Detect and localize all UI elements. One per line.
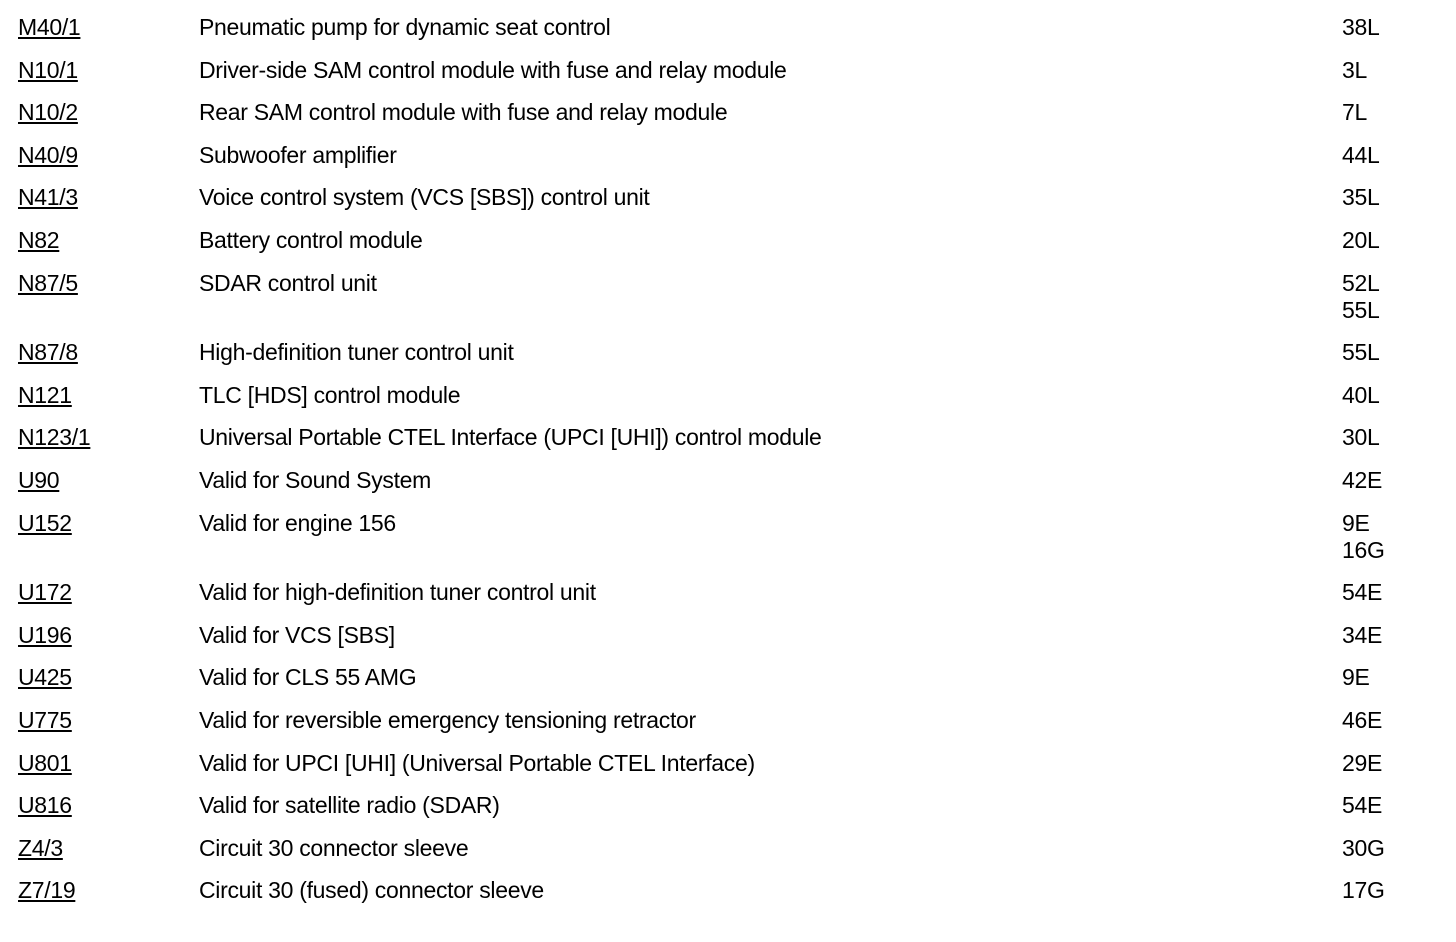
component-code-link[interactable]: U775: [18, 707, 72, 733]
component-description: Battery control module: [199, 227, 423, 253]
component-code-link[interactable]: N82: [18, 227, 60, 253]
component-code-link[interactable]: N121: [18, 381, 72, 408]
grid-location: 30L: [1342, 424, 1380, 451]
grid-location-list: [1342, 184, 1379, 211]
grid-location-list: [1342, 270, 1379, 324]
component-code-link[interactable]: N10/2: [18, 99, 78, 126]
component-description: Pneumatic pump for dynamic seat control: [199, 14, 611, 40]
grid-location: 42E: [1342, 467, 1383, 493]
component-description: SDAR control unit: [199, 269, 377, 296]
component-code-link[interactable]: U816: [18, 792, 72, 819]
component-code-link[interactable]: U172: [18, 579, 72, 606]
grid-location: 54E: [1342, 579, 1383, 606]
component-code-link[interactable]: Z7/19: [18, 877, 76, 904]
component-description: Valid for UPCI [UHI] (Universal Portable CTEL Interface): [199, 749, 755, 776]
grid-location-list: [1342, 142, 1379, 169]
grid-location-list: [1342, 750, 1382, 777]
component-code-link[interactable]: N10/1: [18, 56, 78, 83]
component-description: TLC [HDS] control module: [199, 381, 461, 408]
component-code-link[interactable]: U90: [18, 467, 60, 493]
grid-location-list: [1342, 467, 1382, 494]
component-code-link[interactable]: U801: [18, 749, 72, 776]
component-description: Circuit 30 connector sleeve: [199, 834, 469, 861]
grid-location-list: [1342, 510, 1385, 564]
component-description: Driver-side SAM control module with fuse and relay module: [199, 56, 787, 83]
grid-location: 34E: [1342, 621, 1383, 648]
grid-location: 44L: [1342, 141, 1380, 168]
grid-location: 7L: [1342, 99, 1367, 126]
grid-location-list: [1342, 227, 1379, 254]
component-code-link[interactable]: N41/3: [18, 184, 78, 211]
grid-location: 20L: [1342, 227, 1380, 253]
component-description: Rear SAM control module with fuse and relay module: [199, 99, 728, 126]
grid-location-list: [1342, 424, 1379, 451]
component-description: Voice control system (VCS [SBS]) control unit: [199, 184, 650, 211]
grid-location: 16G: [1342, 536, 1385, 563]
grid-location: 54E: [1342, 792, 1383, 819]
grid-location-list: [1342, 579, 1382, 606]
component-code-link[interactable]: N123/1: [18, 424, 91, 451]
grid-location: 9E: [1342, 509, 1370, 536]
grid-location-list: [1342, 877, 1385, 904]
grid-location: 17G: [1342, 877, 1385, 904]
grid-location-list: [1342, 57, 1367, 84]
component-code-link[interactable]: U152: [18, 509, 72, 536]
component-description: Universal Portable CTEL Interface (UPCI [UHI]) control module: [199, 424, 822, 451]
component-description: Subwoofer amplifier: [199, 141, 397, 168]
grid-location-list: [1342, 707, 1382, 734]
grid-location: 55L: [1342, 296, 1380, 323]
component-description: Valid for CLS 55 AMG: [199, 664, 417, 691]
component-description: Valid for Sound System: [199, 467, 432, 493]
grid-location: 9E: [1342, 664, 1370, 691]
grid-location: 38L: [1342, 14, 1380, 40]
component-description: Valid for VCS [SBS]: [199, 621, 395, 648]
grid-location: 35L: [1342, 184, 1380, 211]
component-description: Valid for satellite radio (SDAR): [199, 792, 500, 819]
component-description: Valid for high-definition tuner control unit: [199, 579, 596, 606]
component-description: Valid for reversible emergency tensioning retractor: [199, 707, 696, 733]
grid-location-list: [1342, 99, 1367, 126]
grid-location-list: [1342, 835, 1385, 862]
component-code-link[interactable]: N87/8: [18, 339, 78, 366]
component-code-link[interactable]: Z4/3: [18, 834, 63, 861]
component-description: Valid for engine 156: [199, 509, 396, 536]
component-code-link[interactable]: N40/9: [18, 141, 78, 168]
grid-location-list: [1342, 792, 1382, 819]
grid-location-list: [1342, 622, 1382, 649]
grid-location: 46E: [1342, 707, 1383, 733]
grid-location: 3L: [1342, 56, 1367, 83]
component-code-link[interactable]: M40/1: [18, 14, 81, 40]
grid-location-list: [1342, 382, 1379, 409]
component-description: Circuit 30 (fused) connector sleeve: [199, 877, 544, 904]
grid-location: 55L: [1342, 339, 1380, 366]
grid-location-list: [1342, 339, 1379, 366]
grid-location-list: [1342, 664, 1370, 691]
component-code-link[interactable]: U425: [18, 664, 72, 691]
component-code-link[interactable]: N87/5: [18, 269, 78, 296]
component-description: High-definition tuner control unit: [199, 339, 514, 366]
grid-location: 29E: [1342, 749, 1383, 776]
grid-location: 30G: [1342, 834, 1385, 861]
component-code-link[interactable]: U196: [18, 621, 72, 648]
grid-location: 52L: [1342, 269, 1380, 296]
grid-location-list: [1342, 14, 1379, 41]
grid-location: 40L: [1342, 381, 1380, 408]
